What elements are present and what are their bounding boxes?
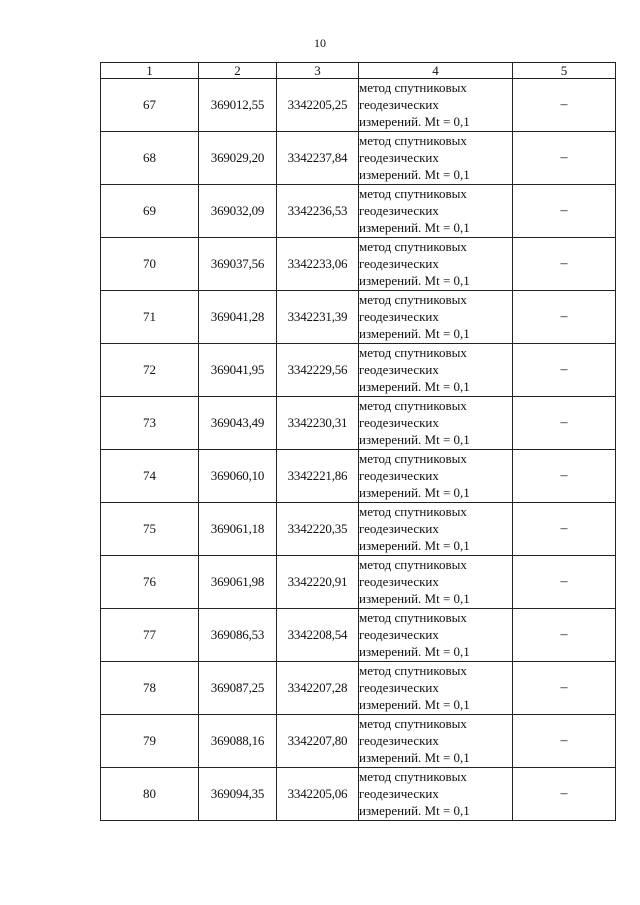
x-coordinate-cell: 369060,10 <box>199 450 277 503</box>
method-text-line: измерений. Mt = 0,1 <box>359 644 470 659</box>
method-cell <box>359 238 513 291</box>
y-coordinate-cell: 3342221,86 <box>277 450 359 503</box>
x-coordinate-cell: 369012,55 <box>199 79 277 132</box>
method-text-line: геодезических <box>359 680 439 695</box>
x-coordinate-cell: 369061,98 <box>199 556 277 609</box>
table-header-row <box>101 63 616 79</box>
method-text-line: измерений. Mt = 0,1 <box>359 591 470 606</box>
y-coordinate-cell: 3342205,06 <box>277 768 359 821</box>
method-text-line: геодезических <box>359 256 439 271</box>
y-coordinate-cell: 3342230,31 <box>277 397 359 450</box>
method-text-line: геодезических <box>359 786 439 801</box>
table-row <box>101 503 616 556</box>
method-text-line: метод спутниковых <box>359 239 467 254</box>
method-text-line: измерений. Mt = 0,1 <box>359 432 470 447</box>
method-text-line: метод спутниковых <box>359 398 467 413</box>
method-text-line: измерений. Mt = 0,1 <box>359 114 470 129</box>
table-row <box>101 185 616 238</box>
method-text-line: геодезических <box>359 150 439 165</box>
y-coordinate-cell: 3342220,91 <box>277 556 359 609</box>
method-text-line: геодезических <box>359 362 439 377</box>
point-number-cell: 75 <box>101 503 199 556</box>
method-text-line: измерений. Mt = 0,1 <box>359 697 470 712</box>
page-number: 10 <box>314 36 326 50</box>
method-text-line: измерений. Mt = 0,1 <box>359 538 470 553</box>
method-text-line: геодезических <box>359 468 439 483</box>
method-text-line: измерений. Mt = 0,1 <box>359 379 470 394</box>
column-5-cell: – <box>513 238 616 291</box>
table-row <box>101 397 616 450</box>
method-text-line: метод спутниковых <box>359 557 467 572</box>
point-number-cell: 80 <box>101 768 199 821</box>
method-cell <box>359 291 513 344</box>
table-row <box>101 344 616 397</box>
method-text-line: метод спутниковых <box>359 133 467 148</box>
x-coordinate-cell: 369094,35 <box>199 768 277 821</box>
method-cell <box>359 556 513 609</box>
method-cell <box>359 344 513 397</box>
x-coordinate-cell: 369037,56 <box>199 238 277 291</box>
method-text-line: геодезических <box>359 97 439 112</box>
method-text-line: измерений. Mt = 0,1 <box>359 750 470 765</box>
method-text-line: геодезических <box>359 521 439 536</box>
y-coordinate-cell: 3342231,39 <box>277 291 359 344</box>
column-5-cell: – <box>513 556 616 609</box>
coordinates-table <box>100 62 616 821</box>
method-text-line: геодезических <box>359 415 439 430</box>
method-text-line: метод спутниковых <box>359 345 467 360</box>
column-5-cell: – <box>513 185 616 238</box>
table-row <box>101 450 616 503</box>
method-text-line: геодезических <box>359 627 439 642</box>
y-coordinate-cell: 3342208,54 <box>277 609 359 662</box>
y-coordinate-cell: 3342220,35 <box>277 503 359 556</box>
x-coordinate-cell: 369087,25 <box>199 662 277 715</box>
x-coordinate-cell: 369088,16 <box>199 715 277 768</box>
method-text-line: метод спутниковых <box>359 292 467 307</box>
point-number-cell: 79 <box>101 715 199 768</box>
y-coordinate-cell: 3342207,28 <box>277 662 359 715</box>
method-cell <box>359 79 513 132</box>
column-header-5: 5 <box>513 63 616 79</box>
table-row <box>101 609 616 662</box>
method-text-line: измерений. Mt = 0,1 <box>359 273 470 288</box>
column-5-cell: – <box>513 132 616 185</box>
point-number-cell: 68 <box>101 132 199 185</box>
column-header-1: 1 <box>101 63 199 79</box>
column-5-cell: – <box>513 715 616 768</box>
method-text-line: измерений. Mt = 0,1 <box>359 803 470 818</box>
column-header-2: 2 <box>199 63 277 79</box>
y-coordinate-cell: 3342233,06 <box>277 238 359 291</box>
method-cell <box>359 185 513 238</box>
column-5-cell: – <box>513 503 616 556</box>
method-text-line: геодезических <box>359 309 439 324</box>
method-text-line: метод спутниковых <box>359 451 467 466</box>
table-row <box>101 556 616 609</box>
y-coordinate-cell: 3342205,25 <box>277 79 359 132</box>
method-cell <box>359 662 513 715</box>
method-text-line: метод спутниковых <box>359 80 467 95</box>
y-coordinate-cell: 3342237,84 <box>277 132 359 185</box>
method-cell <box>359 768 513 821</box>
table-row <box>101 662 616 715</box>
method-text-line: метод спутниковых <box>359 716 467 731</box>
method-text-line: метод спутниковых <box>359 504 467 519</box>
method-text-line: метод спутниковых <box>359 186 467 201</box>
x-coordinate-cell: 369041,95 <box>199 344 277 397</box>
point-number-cell: 77 <box>101 609 199 662</box>
y-coordinate-cell: 3342236,53 <box>277 185 359 238</box>
y-coordinate-cell: 3342207,80 <box>277 715 359 768</box>
table-row <box>101 132 616 185</box>
y-coordinate-cell: 3342229,56 <box>277 344 359 397</box>
x-coordinate-cell: 369061,18 <box>199 503 277 556</box>
method-text-line: измерений. Mt = 0,1 <box>359 220 470 235</box>
column-header-3: 3 <box>277 63 359 79</box>
method-text-line: геодезических <box>359 733 439 748</box>
x-coordinate-cell: 369086,53 <box>199 609 277 662</box>
method-text-line: измерений. Mt = 0,1 <box>359 167 470 182</box>
column-5-cell: – <box>513 768 616 821</box>
method-cell <box>359 450 513 503</box>
x-coordinate-cell: 369041,28 <box>199 291 277 344</box>
method-text-line: метод спутниковых <box>359 610 467 625</box>
column-5-cell: – <box>513 450 616 503</box>
table-row <box>101 238 616 291</box>
column-5-cell: – <box>513 662 616 715</box>
point-number-cell: 76 <box>101 556 199 609</box>
column-5-cell: – <box>513 291 616 344</box>
point-number-cell: 73 <box>101 397 199 450</box>
point-number-cell: 78 <box>101 662 199 715</box>
point-number-cell: 74 <box>101 450 199 503</box>
method-cell <box>359 715 513 768</box>
x-coordinate-cell: 369029,20 <box>199 132 277 185</box>
table-body <box>101 79 616 821</box>
table-row <box>101 768 616 821</box>
method-cell <box>359 503 513 556</box>
method-cell <box>359 132 513 185</box>
table-row <box>101 291 616 344</box>
column-5-cell: – <box>513 397 616 450</box>
point-number-cell: 72 <box>101 344 199 397</box>
x-coordinate-cell: 369043,49 <box>199 397 277 450</box>
point-number-cell: 70 <box>101 238 199 291</box>
method-text-line: геодезических <box>359 574 439 589</box>
column-header-4: 4 <box>359 63 513 79</box>
point-number-cell: 69 <box>101 185 199 238</box>
method-cell <box>359 397 513 450</box>
table-row <box>101 715 616 768</box>
x-coordinate-cell: 369032,09 <box>199 185 277 238</box>
column-5-cell: – <box>513 344 616 397</box>
column-5-cell: – <box>513 609 616 662</box>
method-text-line: метод спутниковых <box>359 769 467 784</box>
column-5-cell: – <box>513 79 616 132</box>
method-text-line: измерений. Mt = 0,1 <box>359 326 470 341</box>
point-number-cell: 67 <box>101 79 199 132</box>
point-number-cell: 71 <box>101 291 199 344</box>
method-text-line: геодезических <box>359 203 439 218</box>
method-cell <box>359 609 513 662</box>
method-text-line: метод спутниковых <box>359 663 467 678</box>
method-text-line: измерений. Mt = 0,1 <box>359 485 470 500</box>
table-row <box>101 79 616 132</box>
